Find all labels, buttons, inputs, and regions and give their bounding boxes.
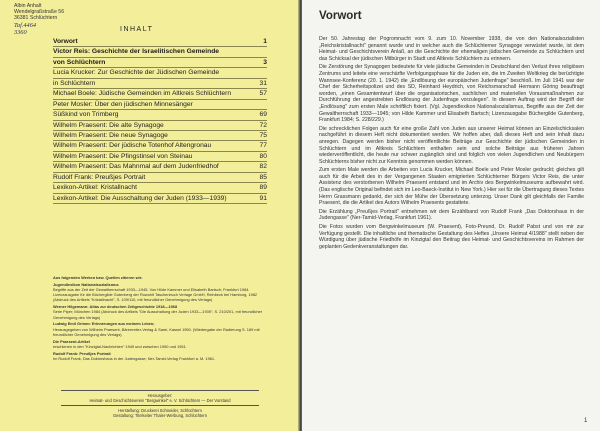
toc-entry-page: 57 [259,90,267,98]
foreword-paragraph: Der 50. Jahrestag der Pogromnacht vom 9. zum 10. November 1938, die von den Nationalsozialisten „Reichskristallnacht" genannt wurde und in welcher auch die Schlüchterner Synagoge verwüstet wurde, ist dem Heimat- und Geschichtsverein Anlaß, an die Geschichte der ehemaligen jüdischen Gemeinde zu Schlüchtern und das Schicksal der jüdischen Mitbürger in Stadt und Altkreis Schlüchtern zu erinnern. [319,36,584,62]
foreword-paragraph: Zum ersten Male werden die Arbeiten von Lucia Krucker, Michael Boele und Peter Mosler gedruckt; gleiches gilt auch für die Arbeit des in der Vergangenen Staaten emigrierten Schlüchterner Bürgers Victor Reis, die unter Assistenz des verstorbenen Wilhelm Praesent entstand und im Archiv des Bergwinkelmuseums aufbewahrt wird. (Das englische Original befindet sich im Leo-Baeck-Institut in New York.) Hier sei für die Übertragung dieses Textes Herrn Grassmann gedankt, der sich der Mühe der Übersetzung unterzog. Unser Dank gilt gleichfalls der Familie Praesent, die die Artikel des Autors Wilhelm Praesents gestattete. [319,167,584,207]
source-entry [53,339,263,349]
toc-entry-page: 80 [259,152,267,160]
contents-heading: INHALT [120,26,154,33]
toc-entry [53,152,267,162]
toc-entry-title: Süßkind von Trimberg [53,111,119,119]
source-entry [53,321,263,337]
stamp-line: 36381 Schlüchtern [14,15,58,21]
source-heading: Werner Hilgemann: Atlas zur deutschen Zeitgeschichte 1918—1968 [53,304,178,310]
toc-entry-page: 75 [259,131,267,139]
source-entry [53,304,263,320]
footer-line: Herausgeber: [147,393,173,398]
source-text: Begriffe aus der Zeit der Gewaltherrschaft 1933—1945. Von Hilde Kammer und Elisabeth Bartsch; Frankfurt 1984. Lizenzausgabe für die Büchergilde Gutenberg der Rowohlt Taschenbuch Verlage GmbH, Reinbeck bei Hamburg, 1982 (Abdruck des Artikels "Kristallnacht", S. 109/110, mit freundlicher Genehmigung des Verlags) [53,287,258,303]
toc-entry-title: Rudolf Frank: Preußjes Portrait [53,173,146,181]
foreword-paragraph: Die Zerstörung der Synagogen bedeutete für viele jüdische Gemeinden in Deutschland den Verlust ihres religiösen Zentrums und leitete eine verschärfte Verfolgungsphase für die Juden ein, die im Zweiten Weltkrieg die berüchtigte Wannsee-Konferenz (20. 1. 1942) die „Endlösung der europäischen Judenfrage" beschloß. Im Juli 1941 war der Chef der Sicherheitspolizei und des SD, Reinhard Heydrich, von Reichsmarschall Hermann Göring beauftragt worden, „einen Gesamtentwurf über die organisatorischen, sachlichen und materiellen Vorausmaßnahmen zur Durchführung der angestrebten Endlösung der Judenfrage vorzulegen". In diesem Auftrag wird der Begriff der „Endlösung" zum ersten Male schriftlich fixiert. (Vgl. Jugendlexikon Nationalsozialismus, Begriffe aus der Zeit der Gewaltherrschaft 1933—1945; von Hilde Kammer und Elisabeth Bartsch; Lizenzausgabe Büchergilde Gutenberg, Frankfurt 1984; S. 228/229.) [319,64,584,124]
source-text: Herausgegeben von Wilhelm Praesent, Bärenreiter-Verlag & Sarei, Kassel 1950. (Wiedergabe der Radierung S. 189 mit freundlicher Genehmigung des Verlags) [53,326,260,337]
toc-entry-title: Victor Reis: Geschichte der Israelitischen Gemeinde [53,48,220,56]
toc-entry-page: 91 [259,194,267,202]
toc-entry [53,89,267,99]
toc-entry-title: in Schlüchtern [53,79,96,87]
toc-entry-page: 89 [259,184,267,192]
source-heading: Jugendlexikon Nationalsozialismus [53,281,119,287]
handwritten-note: Taf.4464 [14,22,36,29]
toc-entry [53,162,267,172]
stamp-line: Albin Anhalt [14,3,42,9]
toc-entry [53,121,267,131]
toc-entry-title: Lexikon-Artikel: Kristallnacht [53,184,137,192]
source-text: Serie Piper; München 1984 (Abdruck des Artikels "Die Ausschaltung der Juden 1933—1939", S. 210/201, mit freundlicher Genehmigung des Verlags) [53,309,263,320]
toc-entry-title: Wilhelm Praesent: Die alte Synagoge [53,121,164,129]
toc-entry [53,141,267,151]
toc-entry [53,37,267,47]
owner-stamp [14,3,64,36]
source-heading: Die Praesent-Artikel [53,338,90,344]
source-entry [53,282,263,303]
source-text: Im Rudolf Frank, Das Doktorshaus in der Judengasse; Ner-Tamid-Verlag Frankfurt a. M. 1961. [53,355,216,361]
handwritten-note: 3360 [14,29,27,36]
source-text: erschienen in den "Kinzigtal-Nachrichten" 1949 und zwischen 1950 und 1951. [53,343,187,349]
toc-entry-page: 85 [259,173,267,181]
source-heading: Aus folgenden Werken bzw. Quellen zitieren wir: [53,275,143,280]
page-number: 1 [584,418,588,424]
source-entry [53,351,263,361]
toc-entry [53,68,267,78]
toc-entry [53,183,267,193]
toc-entry-title: Vorwort [53,38,78,45]
foreword-paragraph: Die schrecklichen Folgen auch für eine große Zahl von Juden aus unserer Heimat können an Einzelschicksalen nachgeführt in diesem Heft nicht dokumentiert werden. Wir hoffen aber, daß dieses Heft und sein Inhalt dazu anregen. Dagegen werden bisher nicht veröffentlichte Beiträge zur Geschichte der jüdischen Gemeinden in Schlüchtern und im Altkreis Schlüchtern enthalten sein und solche Beiträge aus früheren Jahren wiederveröffentlicht, die heute nur schwer zugänglich sind und folglich von vielen Jugendlichen und Neubürgern Schlüchterns bisher nicht zur Kenntnis genommen werden können. [319,125,584,165]
footer-line: Heimat- und Geschichtsverein "Bergwinkel" e. V. Schlüchtern — Der Vorstand [89,398,231,404]
toc-entry-page: 82 [259,163,267,171]
toc-entry [53,47,267,57]
toc-entry [53,173,267,183]
toc-entry-page: 69 [259,111,267,119]
toc-entry [53,110,267,120]
toc-entry [53,131,267,141]
foreword-paragraph: Die Fotos wurden vom Bergwinkelmuseum (W. Praesent), Foto-Preund, Dr. Rudolf Pabst und von mir zur Verfügung gestellt. Die inhaltliche und thematische Gestaltung des Heftes „Unsere Heimat 4/1988" stellt neben der Würdigung über jüdische Friedhöfe im Kinzigtal den Beitrag des Heimat- und Geschichtsvereins im Rahmen der geplanten Gedenkveranstaltungen dar. [319,224,584,250]
foreword-text [319,36,584,252]
publisher-footer [53,388,267,418]
table-of-contents [53,37,267,204]
sources-list [53,275,263,363]
toc-entry [53,79,267,89]
footer-credit: Herstellung: Druckerei Schneider, Schlüchtern [118,408,202,414]
foreword-paragraph: Die Erzählung „Preußjes Portrait" entnehmen wir dem Erzählband von Rudolf Frank „Das Doktorshaus in der Judengasse" (Ner-Tamid-Verlag, Frankfurt 1961). [319,208,584,222]
page-title: Vorwort [319,10,362,22]
toc-entry-page: 3 [263,58,267,66]
toc-entry-title: Peter Mosler: Über den jüdischen Minnesänger [53,100,193,108]
toc-entry [53,194,267,204]
toc-entry-page: 77 [259,142,267,150]
right-page [302,0,600,431]
toc-entry [53,100,267,110]
toc-entry-page: 1 [263,38,267,45]
source-entry [53,275,263,280]
toc-entry-page: 72 [259,121,267,129]
toc-entry [53,58,267,68]
toc-entry-title: Lucia Krucker: Zur Geschichte der Jüdischen Gemeinde [53,69,220,77]
toc-entry-page: 31 [259,79,267,87]
toc-entry-title: Wilhelm Praesent: Die neue Synagoge [53,131,168,139]
stamp-line: Wendelgraßstraße 56 [14,9,65,15]
toc-entry-title: Michael Boele: Jüdische Gemeinden im Altkreis Schlüchtern [53,90,232,98]
toc-entry-title: Wilhelm Praesent: Der jüdische Totenhof Altengronau [53,142,212,150]
toc-entry-title: Wilhelm Praesent: Das Mahnmal auf dem Judenfriedhof [53,163,219,171]
source-heading: Rudolf Frank: Preußjes Portrait [53,350,111,356]
toc-entry-title: von Schlüchtern [53,58,106,66]
toc-entry-title: Wilhelm Praesent: Die Pfingstinsel von Steinau [53,152,193,160]
source-heading: Ludwig Emil Grimm: Erinnerungen aus meinem Leben; [53,321,155,327]
footer-credit: Gestaltung: Titelseiter Thaler-Werbung, Schlüchtern [112,413,208,419]
toc-entry-title: Lexikon-Artikel: Die Ausschaltung der Juden (1933—1939) [53,194,227,202]
